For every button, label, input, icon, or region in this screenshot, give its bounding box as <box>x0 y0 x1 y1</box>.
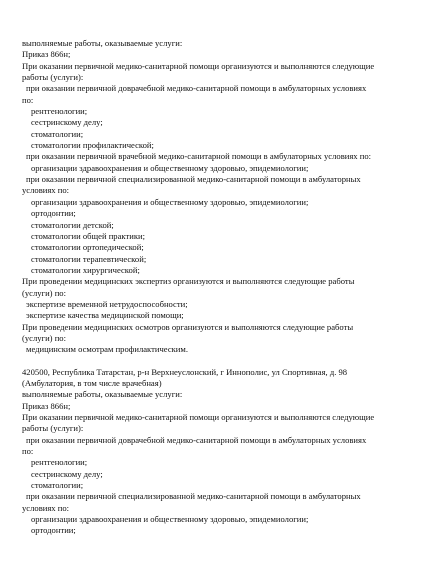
text-line: стоматологии; <box>31 128 84 139</box>
text-line: При оказании первичной медико-санитарной помощи организуются и выполняются следующие <box>22 412 375 422</box>
text-line: при оказании первичной врачебной медико-санитарной помощи в амбулаторных условиях по: <box>26 151 372 162</box>
text-line: по: <box>22 94 34 105</box>
text-line: выполняемые работы, оказываемые услуги: <box>22 38 183 48</box>
text-line: сестринскому делу; <box>31 468 103 479</box>
text-line: (Амбулатория, в том числе врачебная) <box>22 377 162 388</box>
text-line: при оказании первичной доврачебной медико-санитарной помощи в амбулаторных условиях <box>26 434 367 445</box>
text-line: стоматологии детской; <box>31 219 114 230</box>
text-line: ортодонтии; <box>31 525 76 536</box>
text-line: стоматологии ортопедической; <box>31 242 144 253</box>
text-line: медицинским осмотрам профилактическим. <box>26 344 188 355</box>
text-line: Приказ 866н; <box>22 400 71 411</box>
text-line: стоматологии хирургической; <box>31 264 140 275</box>
text-line: рентгенологии; <box>31 457 88 468</box>
text-line: При оказании первичной медико-санитарной помощи организуются и выполняются следующие <box>22 60 375 71</box>
text-line: условиях по: <box>22 502 70 513</box>
text-line: рентгенологии; <box>31 106 88 117</box>
section-2 <box>22 367 410 537</box>
text-line: стоматологии; <box>31 480 84 491</box>
text-line: работы (услуги): <box>22 423 84 434</box>
text-line: организации здравоохранения и общественному здоровью, эпидемиологии; <box>31 196 309 207</box>
text-line: при оказании первичной специализированной медико-санитарной помощи в амбулаторных <box>26 174 361 185</box>
text-line: стоматологии общей практики; <box>31 230 145 241</box>
text-line: стоматологии профилактической; <box>31 140 154 151</box>
section-1 <box>22 38 410 356</box>
text-line: экспертизе временной нетрудоспособности; <box>26 298 188 309</box>
text-line: условиях по: <box>22 185 70 196</box>
text-line: Приказ 866н; <box>22 49 71 60</box>
text-line: ортодонтии; <box>31 208 76 219</box>
text-line: работы (услуги): <box>22 72 84 83</box>
text-line: стоматологии терапевтической; <box>31 253 147 264</box>
text-line: (услуги) по: <box>22 287 66 298</box>
text-line: организации здравоохранения и общественному здоровью, эпидемиологии; <box>31 162 309 173</box>
address-line: 420500, Республика Татарстан, р-н Верхнеуслонский, г Иннополис, ул Спортивная, д. 98 <box>22 366 348 377</box>
text-line: При проведении медицинских экспертиз организуются и выполняются следующие работы <box>22 276 355 287</box>
text-line: по: <box>22 446 34 457</box>
text-line: при оказании первичной доврачебной медико-санитарной помощи в амбулаторных условиях <box>26 83 367 94</box>
text-line: (услуги) по: <box>22 332 66 343</box>
text-line: выполняемые работы, оказываемые услуги: <box>22 389 183 400</box>
text-line: сестринскому делу; <box>31 117 103 128</box>
text-line: При проведении медицинских осмотров организуются и выполняются следующие работы <box>22 321 354 332</box>
text-line: организации здравоохранения и общественному здоровью, эпидемиологии; <box>31 514 309 525</box>
section-gap <box>22 356 410 367</box>
text-line: при оказании первичной специализированной медико-санитарной помощи в амбулаторных <box>26 491 361 502</box>
text-line: экспертизе качества медицинской помощи; <box>26 310 184 321</box>
